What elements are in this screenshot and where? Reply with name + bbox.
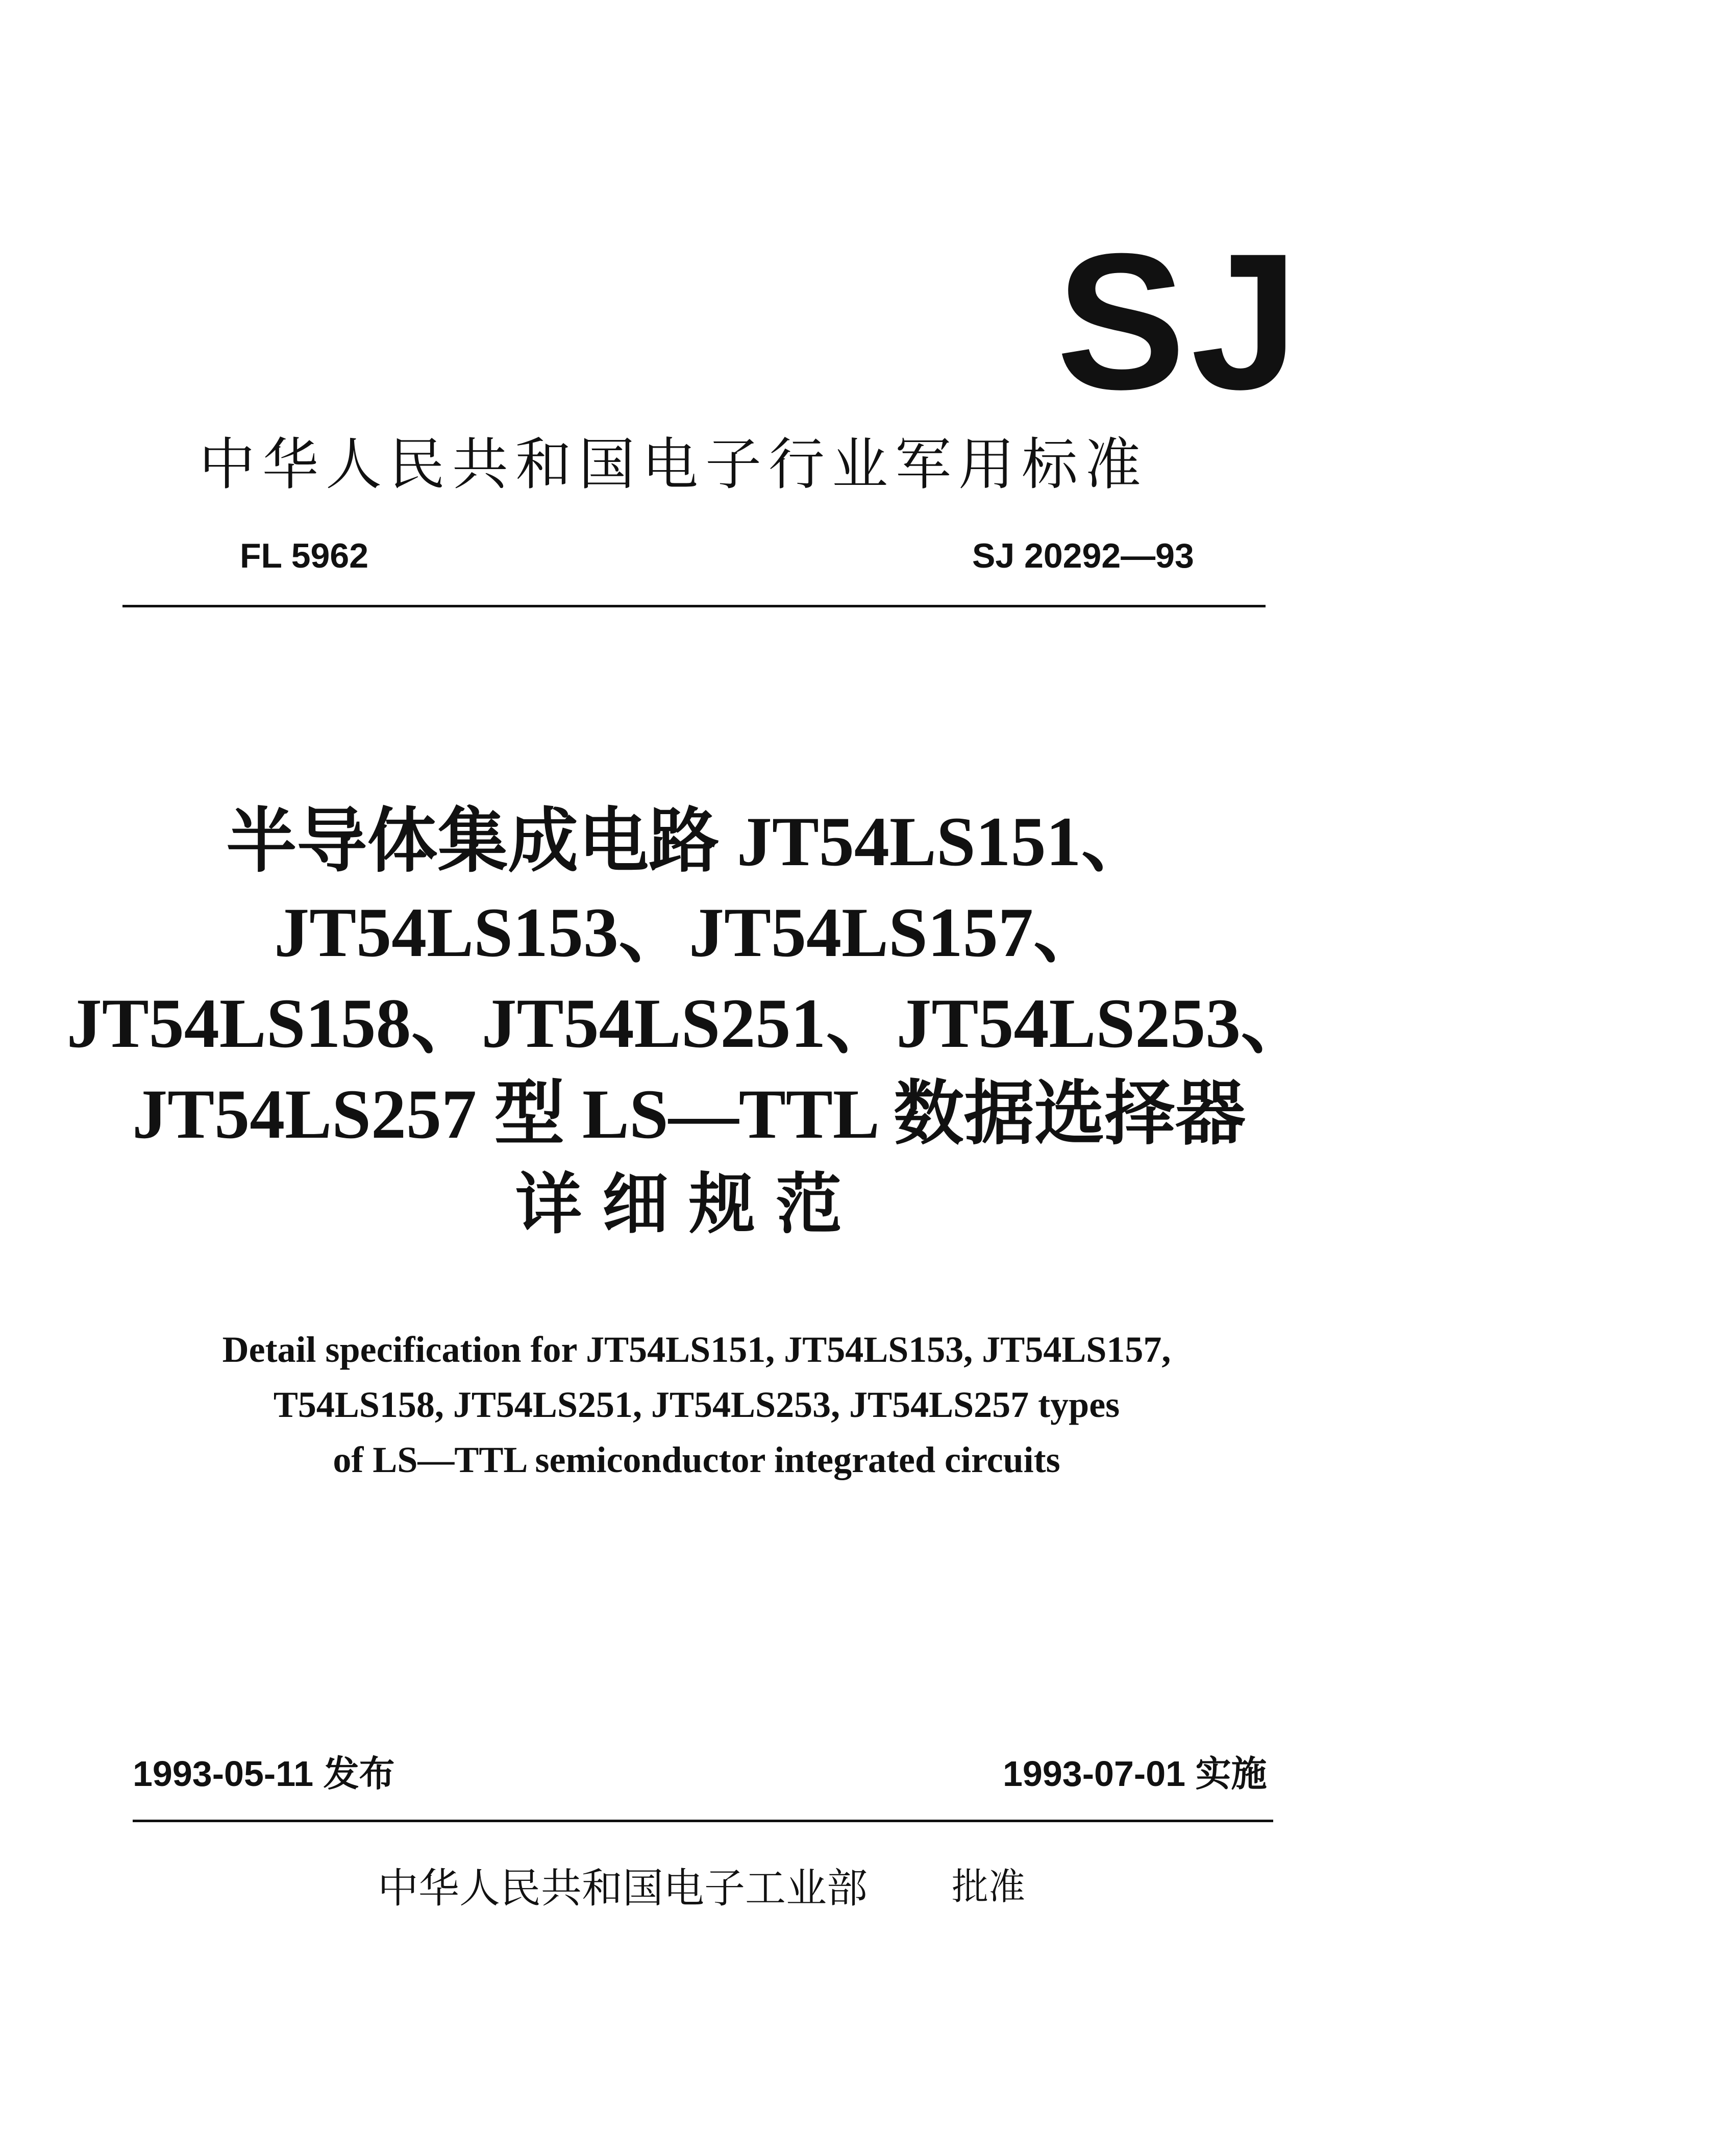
title-line-4: JT54LS257 型 LS—TTL 数据选择器 xyxy=(132,1075,1246,1153)
header-divider xyxy=(122,605,1266,607)
issue-date: 1993-05-11 发布 xyxy=(133,1754,395,1794)
standard-logo: SJ xyxy=(1056,213,1304,430)
approve-label: 批准 xyxy=(952,1865,1026,1908)
approving-authority: 中华人民共和国电子工业部 xyxy=(378,1865,868,1912)
effective-date: 1993-07-01 实施 xyxy=(1003,1754,1267,1794)
title-line-3: JT54LS158、JT54LS251、JT54LS253、 xyxy=(66,984,1311,1062)
document-title xyxy=(0,796,1378,1249)
classification-code: FL 5962 xyxy=(240,536,369,575)
english-title xyxy=(0,1322,1393,1487)
footer-divider xyxy=(133,1820,1273,1822)
english-title-line-3: of LS—TTL semiconductor integrated circuits xyxy=(333,1439,1060,1480)
title-line-1: 半导体集成电路 JT54LS151、 xyxy=(226,802,1152,880)
title-line-2: JT54LS153、JT54LS157、 xyxy=(274,893,1104,971)
title-subtitle: 详细规范 xyxy=(515,1165,862,1243)
standard-organization: 中华人民共和国电子行业军用标准 xyxy=(199,432,1148,497)
standard-number: SJ 20292—93 xyxy=(972,536,1194,575)
english-title-line-2: T54LS158, JT54LS251, JT54LS253, JT54LS257 types xyxy=(273,1384,1120,1425)
english-title-line-1: Detail specification for JT54LS151, JT54LS153, JT54LS157, xyxy=(222,1329,1171,1370)
